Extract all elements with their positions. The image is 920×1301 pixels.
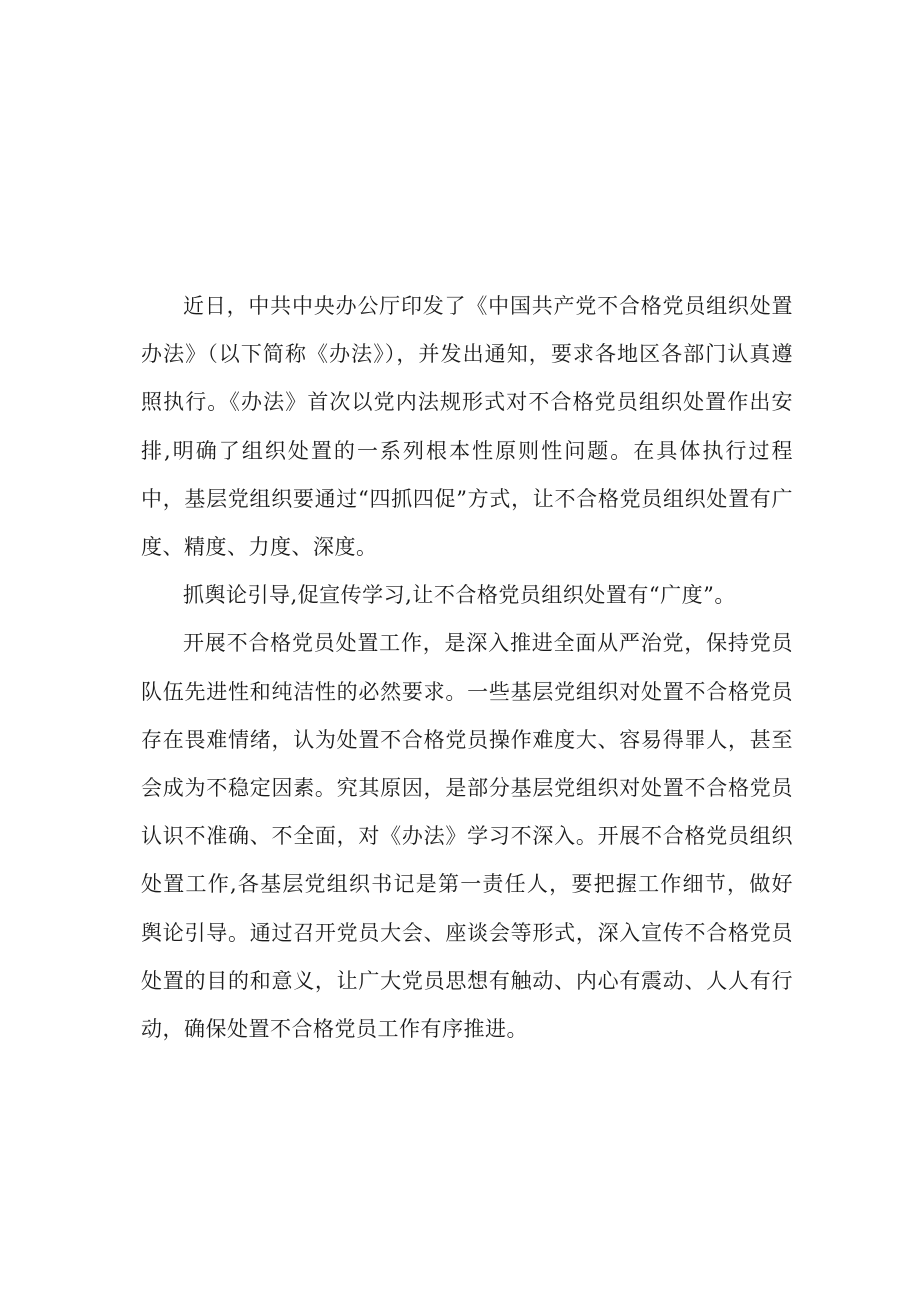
- document-page: [141, 282, 793, 1053]
- section-heading-paragraph: 抓舆论引导,促宣传学习,让不合格党员组织处置有“广度”。: [183, 583, 736, 608]
- intro-paragraph: 近日，中共中央办公厅印发了《中国共产党不合格党员组织处置办法》（以下简称《办法》），并发出通知，要求各地区各部门认真遵照执行。《办法》首次以党内法规形式对不合格党员组织处置作出安排,明确了组织处置的一系列根本性原则性问题。在具体执行过程中，基层党组织要通过“四抓四促”方式，让不合格党员组织处置有广度、精度、力度、深度。: [141, 294, 793, 560]
- body-paragraph: 开展不合格党员处置工作，是深入推进全面从严治党，保持党员队伍先进性和纯洁性的必然要求。一些基层党组织对处置不合格党员存在畏难情绪，认为处置不合格党员操作难度大、容易得罪人，甚至会成为不稳定因素。究其原因，是部分基层党组织对处置不合格党员认识不准确、不全面，对《办法》学习不深入。开展不合格党员组织处置工作,各基层党组织书记是第一责任人，要把握工作细节，做好舆论引导。通过召开党员大会、座谈会等形式，深入宣传不合格党员处置的目的和意义，让广大党员思想有触动、内心有震动、人人有行动，确保处置不合格党员工作有序推进。: [141, 631, 793, 1042]
